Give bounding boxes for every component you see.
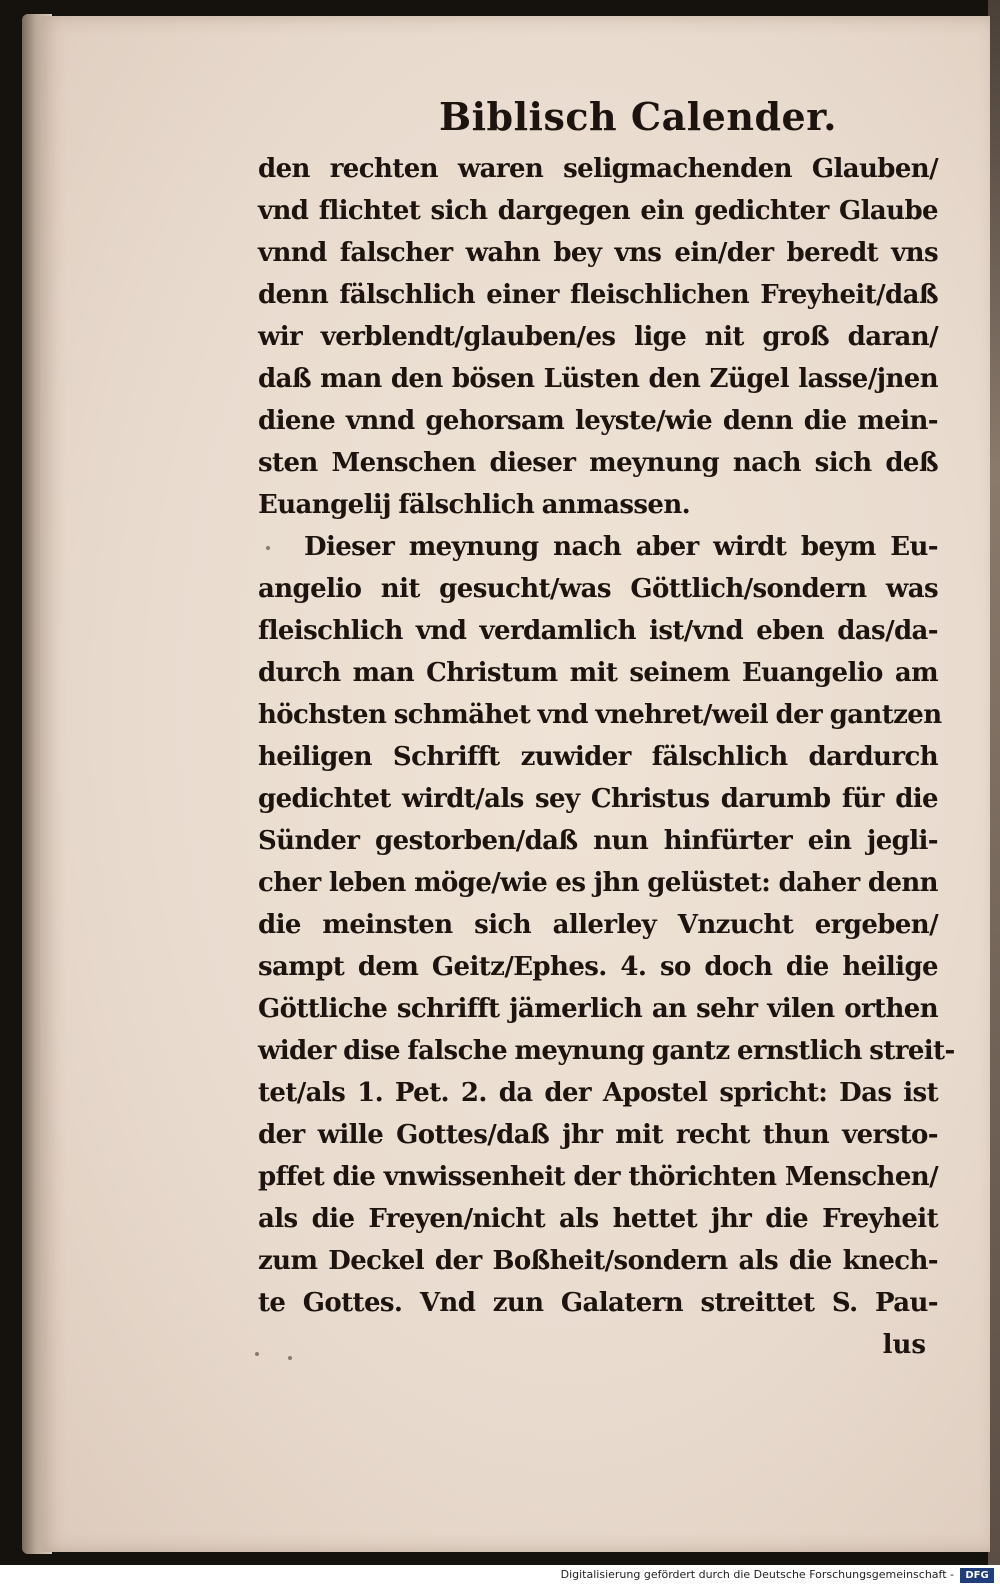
text-line: te Gottes. Vnd zun Galatern streittet S. Pau- (258, 1288, 938, 1318)
running-title: Biblisch Calender. (439, 94, 837, 139)
text-line: vnd flichtet sich dargegen ein gedichter Glaube (258, 196, 938, 226)
dfg-logo-icon: DFG (960, 1568, 994, 1583)
text-line: Sünder gestorben/daß nun hinfürter ein jegli- (258, 826, 938, 856)
text-line: diene vnnd gehorsam leyste/wie denn die mein- (258, 406, 938, 436)
text-line: höchsten schmähet vnd vnehret/weil der gantzen (258, 700, 942, 730)
text-line: heiligen Schrifft zuwider fälschlich dardurch (258, 742, 938, 772)
footer-bar (0, 1565, 1000, 1587)
text-line: gedichtet wirdt/als sey Christus darumb für die (258, 784, 938, 814)
text-line: die meinsten sich allerley Vnzucht ergeben/ (258, 910, 938, 940)
text-line: Göttliche schrifft jämerlich an sehr vilen orthen (258, 994, 938, 1024)
text-line: angelio nit gesucht/was Göttlich/sondern was (258, 574, 938, 604)
text-line: vnnd falscher wahn bey vns ein/der beredt vns (258, 238, 938, 268)
text-line: zum Deckel der Boßheit/sondern als die knech- (258, 1246, 938, 1276)
text-line: der wille Gottes/daß jhr mit recht thun versto- (258, 1120, 938, 1150)
text-line: pffet die vnwissenheit der thörichten Menschen/ (258, 1162, 938, 1192)
funding-credit: Digitalisierung gefördert durch die Deutsche Forschungsgemeinschaft - (560, 1568, 954, 1581)
text-line: fleischlich vnd verdamlich ist/vnd eben das/da- (258, 616, 938, 646)
text-line: als die Freyen/nicht als hettet jhr die Freyheit (258, 1204, 938, 1234)
text-line: tet/als 1. Pet. 2. da der Apostel spricht: Das ist (258, 1078, 938, 1108)
text-line: Dieser meynung nach aber wirdt beym Eu- (304, 532, 938, 562)
text-line: wider dise falsche meynung gantz ernstlich streit- (258, 1036, 955, 1066)
text-line: denn fälschlich einer fleischlichen Freyheit/daß (258, 280, 938, 310)
catchword: lus (882, 1330, 926, 1360)
text-line: wir verblendt/glauben/es lige nit groß daran/ (258, 322, 938, 352)
text-line: durch man Christum mit seinem Euangelio am (258, 658, 938, 688)
text-line: den rechten waren seligmachenden Glauben/ (258, 154, 938, 184)
page-text (258, 92, 955, 1366)
text-line: cher leben möge/wie es jhn gelüstet: daher denn (258, 868, 938, 898)
text-line: Euangelij fälschlich anmassen. (258, 490, 691, 520)
text-line: daß man den bösen Lüsten den Zügel lasse/jnen (258, 364, 938, 394)
text-line: sten Menschen dieser meynung nach sich deß (258, 448, 938, 478)
text-line: sampt dem Geitz/Ephes. 4. so doch die heilige (258, 952, 938, 982)
